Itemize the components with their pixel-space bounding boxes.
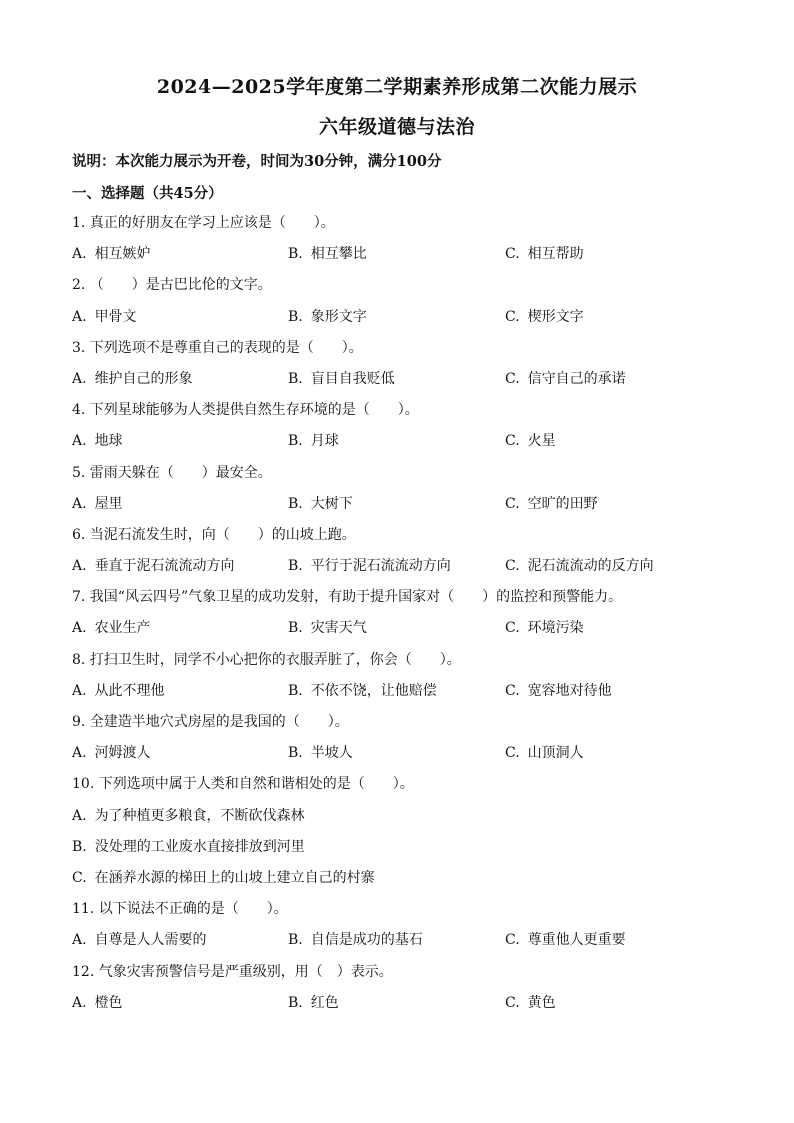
question-stem: 8. 打扫卫生时，同学不小心把你的衣服弄脏了，你会（ ）。 — [72, 651, 461, 668]
exam-title: 2024—2025学年度第二学期素养形成第二次能力展示 — [156, 76, 638, 98]
options-row — [72, 239, 722, 270]
option-b[interactable] — [288, 426, 339, 457]
question-stem: 10. 下列选项中属于人类和自然和谐相处的是（ ）。 — [72, 776, 414, 793]
option-letter: C. — [505, 433, 520, 450]
option-a[interactable] — [72, 551, 235, 582]
option-text: 火星 — [527, 433, 556, 450]
option-c[interactable] — [505, 239, 584, 270]
option-text: 黄色 — [527, 994, 556, 1011]
option-letter: C. — [505, 932, 520, 949]
option-b[interactable] — [288, 925, 423, 956]
option-b[interactable] — [288, 239, 367, 270]
option-c[interactable] — [505, 302, 584, 333]
option-b[interactable] — [288, 676, 437, 707]
option-letter: B. — [288, 433, 303, 450]
question-stem: 9. 全建造半地穴式房屋的是我国的（ ）。 — [72, 714, 349, 730]
options-row — [72, 426, 722, 457]
option-a[interactable] — [72, 489, 123, 520]
option-c[interactable] — [505, 426, 556, 457]
option-c[interactable] — [505, 489, 598, 520]
option-a[interactable] — [72, 302, 137, 333]
option-text: 农业生产 — [94, 620, 151, 637]
option-text: 甲骨文 — [94, 308, 137, 325]
option-text: 空旷的田野 — [527, 495, 598, 512]
option-letter: A. — [72, 682, 87, 699]
option-a[interactable] — [72, 738, 151, 769]
option-b[interactable] — [288, 302, 367, 333]
option-a[interactable] — [72, 613, 151, 644]
option-text: 维护自己的形象 — [94, 370, 193, 387]
option-text: 屋里 — [94, 495, 123, 512]
option-text: 相互攀比 — [310, 246, 367, 263]
option-b[interactable] — [288, 988, 339, 1019]
option-letter: A. — [72, 745, 87, 762]
option-text: 环境污染 — [527, 620, 584, 637]
question-stem: 11. 以下说法不正确的是（ ）。 — [72, 901, 288, 918]
option-letter: C. — [505, 308, 520, 325]
option-letter: C. — [505, 558, 520, 575]
option-text: 在涵养水源的梯田上的山坡上建立自己的村寨 — [94, 869, 375, 886]
option-text: 山顶洞人 — [527, 745, 584, 762]
option-text: 平行于泥石流流动方向 — [310, 558, 451, 575]
option-b[interactable] — [288, 489, 353, 520]
options-row — [72, 551, 722, 582]
option-text: 半坡人 — [310, 745, 353, 762]
question-stem: 5. 雷雨天躲在（ ）最安全。 — [72, 464, 272, 481]
option-letter: C. — [505, 370, 520, 387]
options-row — [72, 364, 722, 395]
option-b[interactable] — [72, 832, 722, 863]
option-text: 红色 — [310, 994, 339, 1011]
option-letter: A. — [72, 620, 87, 637]
option-text: 泥石流流动的反方向 — [527, 558, 654, 575]
option-c[interactable] — [72, 863, 722, 894]
option-c[interactable] — [505, 738, 584, 769]
option-text: 不依不饶，让他赔偿 — [310, 682, 437, 699]
option-text: 自信是成功的基石 — [310, 932, 423, 949]
option-letter: A. — [72, 495, 87, 512]
option-letter: B. — [288, 370, 303, 387]
option-a[interactable] — [72, 426, 123, 457]
option-a[interactable] — [72, 801, 722, 832]
options-row — [72, 738, 722, 769]
option-text: 相互嫉妒 — [94, 246, 151, 263]
option-letter: C. — [505, 994, 520, 1011]
section-heading: 一、选择题（共45分） — [72, 185, 223, 202]
option-a[interactable] — [72, 364, 193, 395]
option-text: 灾害天气 — [310, 620, 367, 637]
option-a[interactable] — [72, 239, 151, 270]
question-stem: 3. 下列选项不是尊重自己的表现的是（ ）。 — [72, 339, 363, 356]
option-text: 河姆渡人 — [94, 745, 151, 762]
option-letter: B. — [288, 682, 303, 699]
option-c[interactable] — [505, 613, 584, 644]
option-letter: C. — [505, 620, 520, 637]
option-letter: C. — [505, 495, 520, 512]
option-b[interactable] — [288, 738, 353, 769]
option-letter: B. — [288, 932, 303, 949]
option-text: 象形文字 — [310, 308, 367, 325]
option-b[interactable] — [288, 551, 451, 582]
question-stem: 6. 当泥石流发生时，向（ ）的山坡上跑。 — [72, 526, 356, 543]
option-text: 尊重他人更重要 — [527, 932, 626, 949]
option-letter: A. — [72, 433, 87, 450]
option-letter: A. — [72, 246, 87, 263]
option-letter: C. — [72, 869, 87, 886]
option-text: 楔形文字 — [527, 308, 584, 325]
option-text: 宽容地对待他 — [527, 682, 612, 699]
option-letter: B. — [288, 745, 303, 762]
option-a[interactable] — [72, 925, 207, 956]
option-c[interactable] — [505, 551, 654, 582]
exam-instructions: 说明：本次能力展示为开卷，时间为30分钟，满分100分 — [72, 153, 442, 170]
option-c[interactable] — [505, 676, 612, 707]
option-letter: B. — [72, 838, 87, 855]
options-row — [72, 613, 722, 644]
option-letter: A. — [72, 370, 87, 387]
options-row — [72, 925, 722, 956]
option-text: 大树下 — [310, 495, 353, 512]
options-row — [72, 302, 722, 333]
option-text: 盲目自我贬低 — [310, 370, 395, 387]
option-c[interactable] — [505, 925, 626, 956]
option-text: 自尊是人人需要的 — [94, 932, 207, 949]
option-b[interactable] — [288, 364, 395, 395]
option-a[interactable] — [72, 988, 123, 1019]
option-text: 垂直于泥石流流动方向 — [94, 558, 235, 575]
option-text: 月球 — [310, 433, 339, 450]
option-text: 信守自己的承诺 — [527, 370, 626, 387]
option-text: 橙色 — [94, 994, 123, 1011]
options-row — [72, 676, 722, 707]
option-text: 从此不理他 — [94, 682, 165, 699]
options-row — [72, 988, 722, 1019]
option-letter: B. — [288, 308, 303, 325]
options-row — [72, 489, 722, 520]
option-text: 地球 — [94, 433, 123, 450]
option-letter: A. — [72, 558, 87, 575]
option-b[interactable] — [288, 613, 367, 644]
option-letter: C. — [505, 246, 520, 263]
option-letter: A. — [72, 994, 87, 1011]
question-stem: 12. 气象灾害预警信号是严重级别，用（ ）表示。 — [72, 963, 393, 980]
option-letter: B. — [288, 994, 303, 1011]
option-letter: A. — [72, 308, 87, 325]
question-stem: 2. （ ）是古巴比伦的文字。 — [72, 277, 272, 294]
exam-subtitle: 六年级道德与法治 — [318, 116, 475, 138]
option-a[interactable] — [72, 676, 165, 707]
question-stem: 1. 真正的好朋友在学习上应该是（ ）。 — [72, 215, 335, 231]
option-letter: B. — [288, 558, 303, 575]
option-letter: A. — [72, 807, 87, 824]
question-stem: 7. 我国“风云四号”气象卫星的成功发射，有助于提升国家对（ ）的监控和预警能力。 — [72, 589, 623, 606]
option-letter: B. — [288, 246, 303, 263]
question-list — [72, 208, 722, 1019]
option-letter: A. — [72, 932, 87, 949]
option-text: 没处理的工业废水直接排放到河里 — [94, 838, 305, 855]
question-stem: 4. 下列星球能够为人类提供自然生存环境的是（ ）。 — [72, 402, 419, 419]
option-letter: C. — [505, 745, 520, 762]
option-c[interactable] — [505, 364, 626, 395]
option-c[interactable] — [505, 988, 556, 1019]
option-text: 相互帮助 — [527, 246, 584, 263]
option-letter: C. — [505, 682, 520, 699]
option-text: 为了种植更多粮食，不断砍伐森林 — [94, 807, 305, 824]
option-letter: B. — [288, 495, 303, 512]
option-letter: B. — [288, 620, 303, 637]
